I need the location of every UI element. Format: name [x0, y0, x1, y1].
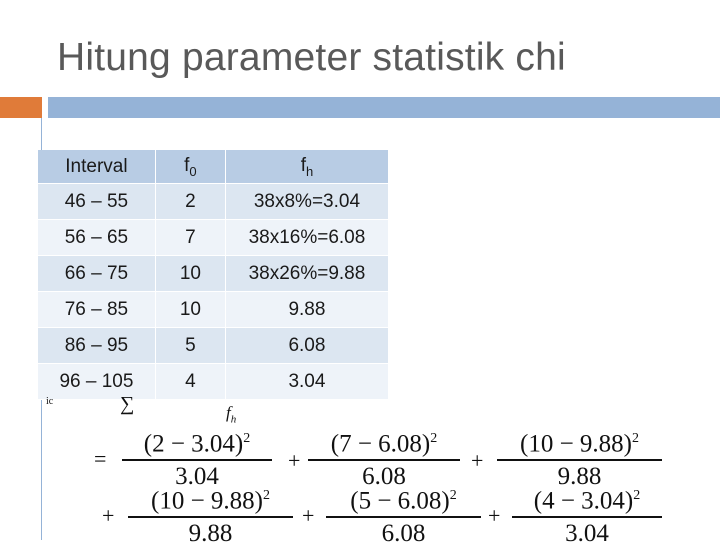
title-accent-blue — [48, 97, 720, 118]
plus-sign: + — [102, 503, 115, 528]
header-f0: $f_0$ — [155, 150, 225, 184]
cell-fh: 3.04 — [225, 364, 388, 400]
cell-f0: 7 — [155, 220, 225, 256]
fraction-term-6: $(4 - 3.04)^2$ 3.04 — [512, 482, 662, 548]
cell-f0: 4 — [155, 364, 225, 400]
cell-f0: 10 — [155, 256, 225, 292]
formula-fragment-left: ic — [46, 396, 54, 407]
header-fh: $f_h$ — [225, 150, 388, 184]
plus-sign: + — [471, 448, 484, 473]
formula-fh-fragment: $f_h$ — [226, 403, 237, 426]
cell-fh: 38x8%=3.04 — [225, 184, 388, 220]
fraction-term-3: $(10 - 9.88)^2$ 9.88 — [497, 425, 662, 491]
cell-interval: 86 – 95 — [38, 328, 155, 364]
title-accent-orange — [0, 97, 42, 118]
fraction-term-4: $(10 - 9.88)^2$ 9.88 — [128, 482, 293, 548]
cell-fh: 38x26%=9.88 — [225, 256, 388, 292]
cell-f0: 5 — [155, 328, 225, 364]
table-row — [38, 364, 389, 400]
table-row — [38, 256, 389, 292]
cell-f0: 10 — [155, 292, 225, 328]
table-row — [38, 292, 389, 328]
fraction-term-2: $(7 - 6.08)^2$ 6.08 — [308, 425, 460, 491]
plus-sign: + — [288, 448, 301, 473]
plus-sign: + — [302, 503, 315, 528]
cell-f0: 2 — [155, 184, 225, 220]
fraction-term-1: $(2 - 3.04)^2$ 3.04 — [122, 425, 272, 491]
table-row — [38, 220, 389, 256]
cell-interval: 56 – 65 — [38, 220, 155, 256]
cell-interval: 46 – 55 — [38, 184, 155, 220]
cell-interval: 76 – 85 — [38, 292, 155, 328]
cell-fh: 38x16%=6.08 — [225, 220, 388, 256]
cell-interval: 96 – 105 — [38, 364, 155, 400]
cell-fh: 9.88 — [225, 292, 388, 328]
sum-symbol: ∑ — [120, 393, 135, 415]
cell-fh: 6.08 — [225, 328, 388, 364]
plus-sign: + — [488, 503, 501, 528]
cell-interval: 66 – 75 — [38, 256, 155, 292]
table-header-row — [38, 150, 389, 184]
fraction-term-5: $(5 - 6.08)^2$ 6.08 — [326, 482, 481, 548]
slide-title: Hitung parameter statistik chi — [57, 36, 566, 79]
header-interval: Interval — [38, 150, 155, 184]
table-row — [38, 328, 389, 364]
table-row — [38, 184, 389, 220]
equals-sign: = — [94, 446, 107, 471]
frequency-table — [38, 150, 389, 400]
